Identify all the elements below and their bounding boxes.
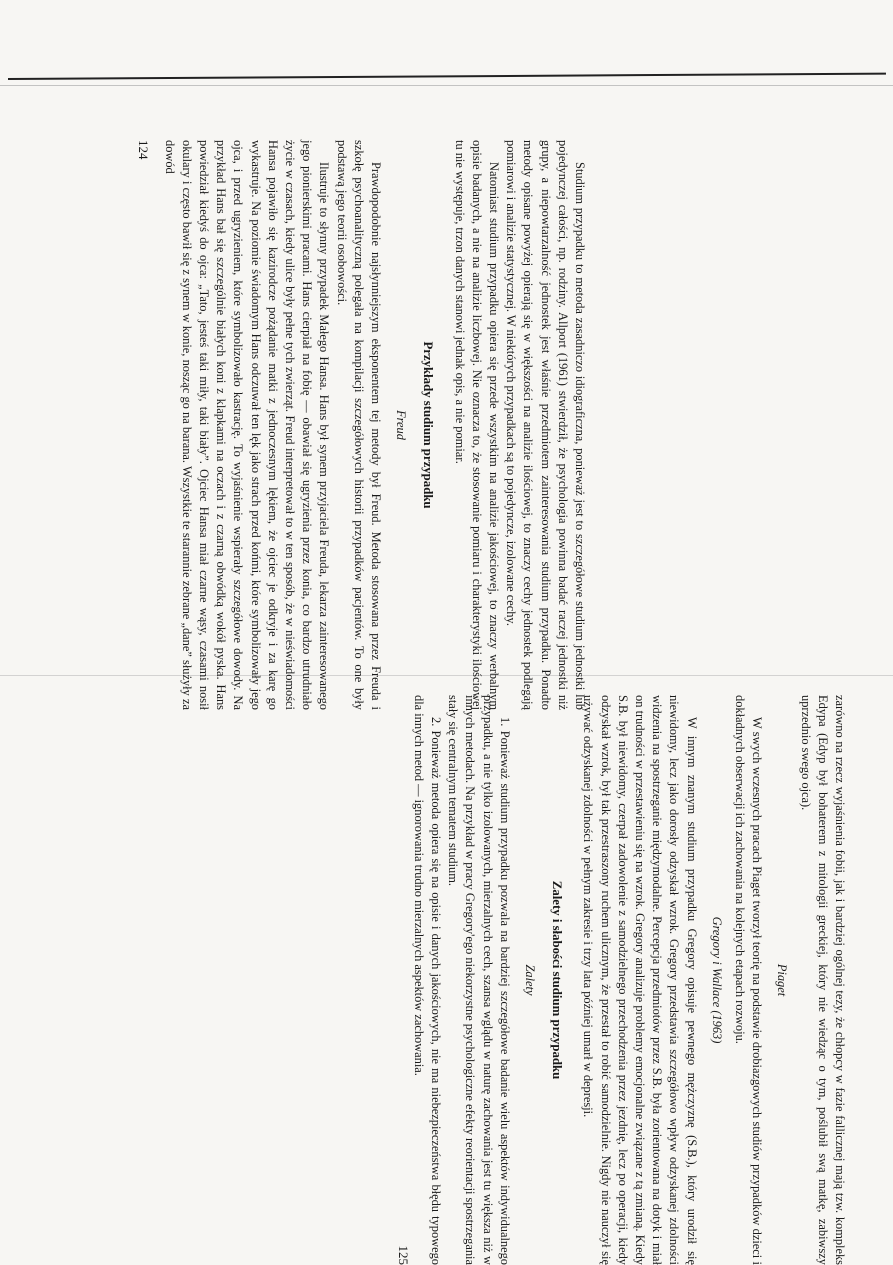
section-heading-examples: Przykłady studium przypadku xyxy=(419,140,436,710)
case-study-intro: Studium przypadku to metoda zasadniczo idiograficzna, ponieważ jest to szczegółowe studium jednostki lub pojedynczej całości, np. rodziny. Allport (1961) stwierdził, że psychologia powinna badać raczej jednostki niż grupy, a niepowtarzalność jednostek jest właśnie przedmiotem zainteresowania studium przypadku. Ponadto metody opisane powyżej opierają się w większości na analizie ilościowej, to znaczy cechy jednostek podlegają pomiarowi i analizie statystycznej. W niektórych przypadkach są to pojedyncze, izolowane cechy. xyxy=(502,140,588,710)
subheading-zalety: Zalety xyxy=(521,695,538,1265)
freud-continuation: zarówno na rzecz wyjaśnienia fobii, jak i bardziej ogólnej tezy, że chłopcy w fazie fallicznej mają tzw. kompleks Edypa (Edyp był bohaterem z mitologii greckiej, który nie wiedząc o tym, poślubił swą matkę, zabiwszy uprzednio swego ojca). xyxy=(796,695,848,1265)
qualitative-paragraph: Natomiast studium przypadku opiera się przede wszystkim na analizie jakościowej, to znaczy werbalnym opisie badanych, a nie na analizie liczbowej. Nie oznacza to, że stosowanie pomiaru i charakterystyki ilościowej tu nie występuje, trzon danych stanowi jednak opis, a nie pomiar. xyxy=(450,140,502,710)
page-124 xyxy=(143,140,588,710)
page-125 xyxy=(403,695,848,1265)
page-number-124: 124 xyxy=(135,140,152,160)
piaget-paragraph: W swych wczesnych pracach Piaget tworzył teorię na podstawie drobiazgowych studiów przypadków dzieci i dokładnych obserwacji ich zachowania na kolejnych etapach rozwoju. xyxy=(731,695,765,1265)
freud-paragraph-2: Ilustruje to słynny przypadek Małego Hansa. Hans był synem przyjaciela Freuda, lekarza zainteresowanego jego pionierskimi pracami. Hans cierpiał na fobię — obawiał się ugryzienia przez konia, co bardzo utrudniało życie w czasach, kiedy ulice były pełne tych zwierząt. Freud interpretował to w ten sposób, że w nieświadomości Hansa pojawiło się kazirodcze pożądanie matki z jednoczesnym lękiem, że ojciec je odkryje i za karę go wykastruje. Na poziomie świadomym Hans odczuwał ten lęk jako strach przed końmi, które symbolizowały jego ojca, i przed ugryzieniem, które symbolizowało kastrację. To wyjaśnienie wspierały szczegółowe dowody. Na przykład Hans bał się szczególnie białych koni z klapkami na oczach i z czarną obwódką wokół pyska. Hans powiedział kiedyś do ojca: „Tato, jesteś taki miły, taki biały”. Ojciec Hansa miał czarne wąsy, czasami nosił okulary i często bawił się z synem w konie, nosząc go na barana. Wszystkie te starannie zebrane „dane” służyły za dowód xyxy=(160,140,332,710)
page-124-body xyxy=(160,140,588,710)
advantage-1: 1. Ponieważ studium przypadku pozwala na bardziej szczegółowe badanie wielu aspektów indywidualnego przypadku, a nie tylko izolowanych, mierzalnych cech, szansa wglądu w naturę zachowania jest tu większa niż w innych metodach. Na przykład w pracy Gregory'ego niekorzystne psychologiczne efekty reorientacji spostrzegania stały się centralnym tematem studium. xyxy=(444,695,513,1265)
page-number-125: 125 xyxy=(395,1246,412,1265)
gregory-paragraph: W innym znanym studium przypadku Gregory opisuje pewnego mężczyznę (S.B.), który urodził się niewidomy, lecz jako dorosły odzyskał wzrok. Gregory przedstawia szczegółowo wpływ odzyskanej zdolności widzenia na spostrzeganie międzymodalne. Percepcja przedmiotów przez S.B. była zorientowana na dotyk i miał on trudności w przestawieniu się na wzrok. Gregory analizuje problemy emocjonalne związane z tą zmianą. Kiedy S.B. był niewidomy, czerpał zadowolenie z samodzielnego przechodzenia przez jezdnię, lecz po operacji, kiedy odzyskał wzrok, był tak przestraszony ruchem ulicznym, że przestał to robić samodzielnie. Nigdy nie nauczył się używać odzyskanej zdolności w pełnym zakresie i trzy lata później umarł w depresji. xyxy=(579,695,699,1265)
scan-edge-line xyxy=(8,73,886,80)
freud-paragraph-1: Prawdopodobnie najsłynniejszym eksponentem tej metody był Freud. Metoda stosowana przez Freuda i szkołę psychoanalityczną polegała na kompilacji szczegółowych historii przypadków pacjentów. To one były podstawą jego teorii osobowości. xyxy=(332,140,384,710)
section-heading-strengths: Zalety i słabości studium przypadku xyxy=(548,695,565,1265)
subheading-gregory: Gregory i Wallace (1963) xyxy=(708,695,725,1265)
scan-shadow-line xyxy=(0,85,893,86)
subheading-freud: Freud xyxy=(392,140,409,710)
page-125-body xyxy=(410,695,848,1265)
advantage-2: 2. Ponieważ metoda opiera się na opisie i danych jakościowych, nie ma niebezpieczeństwa błędu typowego dla innych metod — ignorowania trudno mierzalnych aspektów zachowania. xyxy=(410,695,444,1265)
subheading-piaget: Piaget xyxy=(773,695,790,1265)
